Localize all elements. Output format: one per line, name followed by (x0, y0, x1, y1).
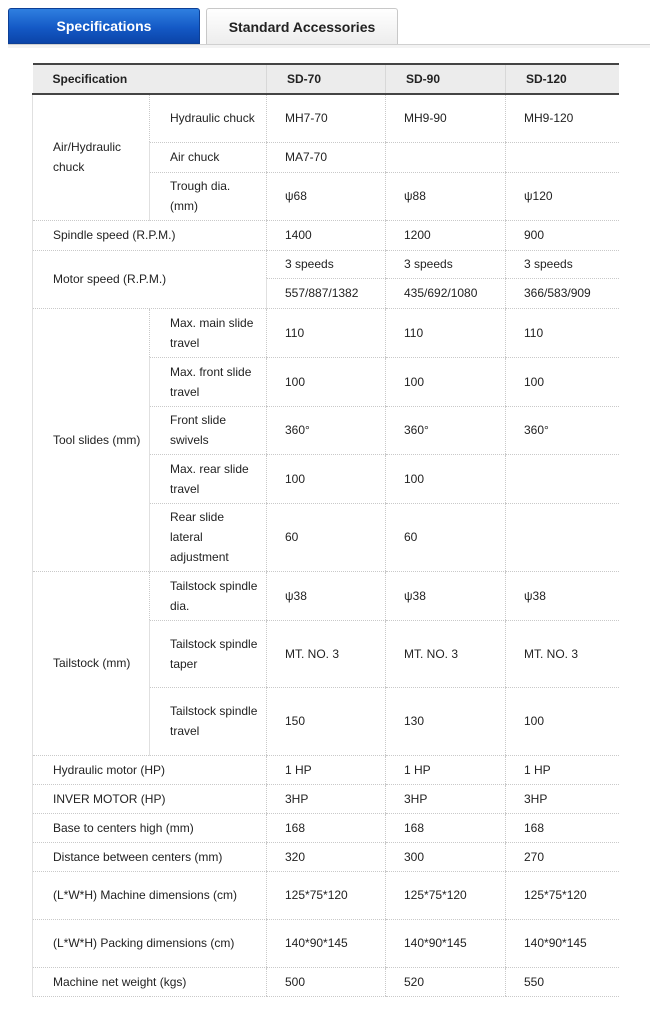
cell-value: 900 (506, 220, 619, 250)
row-label: (L*W*H) Packing dimensions (cm) (33, 919, 267, 967)
table-row (33, 871, 619, 919)
cell-value: 320 (267, 842, 386, 871)
cell-value: 500 (267, 967, 386, 996)
cell-value: 3HP (506, 784, 619, 813)
row-label: Tailstock spindle taper (150, 620, 267, 687)
cell-value: 60 (386, 503, 506, 571)
cell-value: MT. NO. 3 (267, 620, 386, 687)
cell-value: 3 speeds (506, 250, 619, 278)
row-label: Distance between centers (mm) (33, 842, 267, 871)
cell-value: 1 HP (386, 755, 506, 784)
cell-value: 140*90*145 (386, 919, 506, 967)
table-row (33, 94, 619, 142)
row-label: Hydraulic motor (HP) (33, 755, 267, 784)
cell-value: 300 (386, 842, 506, 871)
cell-value: 3HP (267, 784, 386, 813)
cell-value: 168 (506, 813, 619, 842)
table-row (33, 755, 619, 784)
row-label: Tailstock spindle travel (150, 687, 267, 755)
cell-value: 100 (506, 687, 619, 755)
cell-value: 3HP (386, 784, 506, 813)
header-specification: Specification (33, 64, 267, 94)
row-label: Base to centers high (mm) (33, 813, 267, 842)
table-row (33, 571, 619, 620)
table-row (33, 250, 619, 278)
cell-value (506, 142, 619, 172)
cell-value: 168 (386, 813, 506, 842)
cell-value: 1200 (386, 220, 506, 250)
row-label: Air chuck (150, 142, 267, 172)
cell-value: 550 (506, 967, 619, 996)
row-label: (L*W*H) Machine dimensions (cm) (33, 871, 267, 919)
cell-value: 100 (506, 357, 619, 406)
cell-value: 140*90*145 (506, 919, 619, 967)
table-row (33, 308, 619, 357)
cell-value: 360° (506, 406, 619, 454)
cell-value: ψ68 (267, 172, 386, 220)
group-label: Tailstock (mm) (33, 571, 150, 755)
tab-specifications[interactable]: Specifications (8, 8, 200, 44)
cell-value: MH9-90 (386, 94, 506, 142)
cell-value: 270 (506, 842, 619, 871)
table-row (33, 784, 619, 813)
row-label: INVER MOTOR (HP) (33, 784, 267, 813)
cell-value: 1 HP (267, 755, 386, 784)
cell-value: 110 (386, 308, 506, 357)
cell-value: MH9-120 (506, 94, 619, 142)
row-label: Max. front slide travel (150, 357, 267, 406)
cell-value: MT. NO. 3 (386, 620, 506, 687)
cell-value: 100 (386, 454, 506, 503)
cell-value: 100 (386, 357, 506, 406)
row-label: Max. rear slide travel (150, 454, 267, 503)
cell-value: 125*75*120 (267, 871, 386, 919)
cell-value: ψ120 (506, 172, 619, 220)
cell-value: 1 HP (506, 755, 619, 784)
cell-value: 435/692/1080 (386, 278, 506, 308)
cell-value: 3 speeds (386, 250, 506, 278)
cell-value: 140*90*145 (267, 919, 386, 967)
cell-value: ψ38 (267, 571, 386, 620)
cell-value: 3 speeds (267, 250, 386, 278)
row-label: Front slide swivels (150, 406, 267, 454)
cell-value: 130 (386, 687, 506, 755)
cell-value (386, 142, 506, 172)
cell-value: 366/583/909 (506, 278, 619, 308)
cell-value (506, 503, 619, 571)
row-label: Max. main slide travel (150, 308, 267, 357)
row-label: Hydraulic chuck (150, 94, 267, 142)
specification-table (32, 63, 619, 997)
cell-value: 125*75*120 (386, 871, 506, 919)
row-label: Motor speed (R.P.M.) (33, 250, 267, 308)
cell-value: ψ38 (506, 571, 619, 620)
cell-value: MH7-70 (267, 94, 386, 142)
table-row (33, 220, 619, 250)
cell-value: 520 (386, 967, 506, 996)
table-row (33, 842, 619, 871)
row-label: Trough dia. (mm) (150, 172, 267, 220)
cell-value: 360° (386, 406, 506, 454)
cell-value (506, 454, 619, 503)
tab-bar (8, 8, 650, 46)
cell-value: 168 (267, 813, 386, 842)
row-label: Tailstock spindle dia. (150, 571, 267, 620)
row-label: Spindle speed (R.P.M.) (33, 220, 267, 250)
cell-value: ψ88 (386, 172, 506, 220)
tab-standard-accessories[interactable]: Standard Accessories (206, 8, 398, 44)
cell-value: MT. NO. 3 (506, 620, 619, 687)
group-label: Tool slides (mm) (33, 308, 150, 571)
table-row (33, 967, 619, 996)
cell-value: ψ38 (386, 571, 506, 620)
header-sd-70: SD-70 (267, 64, 386, 94)
table-header-row (33, 64, 619, 94)
cell-value: 1400 (267, 220, 386, 250)
cell-value: 100 (267, 454, 386, 503)
group-label: Air/Hydraulic chuck (33, 94, 150, 220)
header-sd-120: SD-120 (506, 64, 619, 94)
table-row (33, 919, 619, 967)
cell-value: 110 (267, 308, 386, 357)
cell-value: 100 (267, 357, 386, 406)
table-row (33, 813, 619, 842)
cell-value: 360° (267, 406, 386, 454)
cell-value: 60 (267, 503, 386, 571)
row-label: Rear slide lateral adjustment (150, 503, 267, 571)
tab-strip (8, 45, 650, 48)
row-label: Machine net weight (kgs) (33, 967, 267, 996)
cell-value: 125*75*120 (506, 871, 619, 919)
cell-value: 557/887/1382 (267, 278, 386, 308)
cell-value: 110 (506, 308, 619, 357)
cell-value: MA7-70 (267, 142, 386, 172)
header-sd-90: SD-90 (386, 64, 506, 94)
cell-value: 150 (267, 687, 386, 755)
